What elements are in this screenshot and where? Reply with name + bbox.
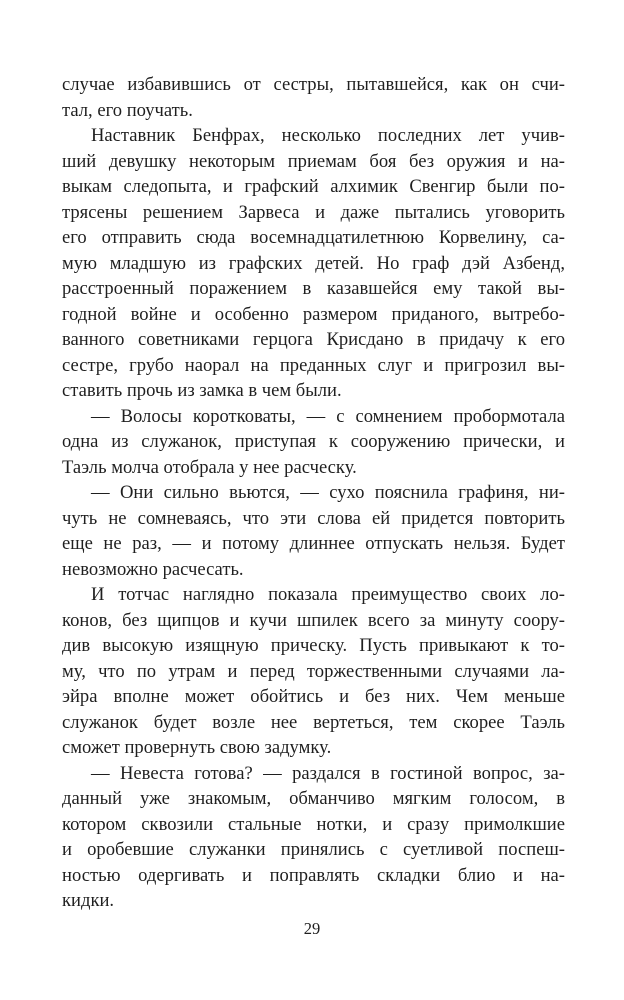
paragraph: [62, 480, 565, 582]
text-line: ший девушку некоторым приемам боя без оружия и на-: [62, 150, 565, 172]
text-line: сможет провернуть свою задумку.: [62, 737, 332, 758]
text-line: выкам следопыта, и графский алхимик Свенгир были по-: [62, 176, 565, 197]
text-line: кидки.: [62, 890, 115, 911]
text-line: одна из служанок, приступая к сооружению прически, и: [62, 431, 565, 452]
text-line: тал, его поучать.: [62, 99, 193, 121]
text-line: его отправить сюда восемнадцатилетнюю Корвелину, са-: [62, 227, 565, 248]
text-line: ностью одергивать и поправлять складки блио и на-: [62, 864, 565, 886]
paragraph: [62, 582, 565, 761]
text-line: чуть не сомневаясь, что эти слова ей придется повторить: [62, 507, 565, 529]
text-line: Таэль молча отобрала у нее расческу.: [62, 456, 357, 478]
text-line: конов, без щипцов и кучи шпилек всего за минуту соору-: [62, 609, 565, 631]
text-line: трясены решением Зарвеса и даже пытались уговорить: [62, 201, 565, 223]
page-number: 29: [303, 919, 321, 938]
text-line: данный уже знакомым, обманчиво мягким голосом, в: [62, 788, 565, 809]
text-line: невозможно расчесать.: [62, 558, 244, 580]
text-line: еще не раз, — и потому длиннее отпускать нельзя. Будет: [62, 533, 565, 554]
text-line: котором сквозили стальные нотки, и сразу примолкшие: [62, 813, 565, 835]
text-line: див высокую изящную прическу. Пусть привыкают к то-: [62, 635, 565, 656]
text-line: ванного советниками герцога Крисдано в придачу к его: [62, 329, 565, 350]
text-line: эйра вполне может обойтись и без них. Чем меньше: [62, 686, 565, 707]
text-line: мую младшую из графских детей. Но граф дэй Азбенд,: [62, 252, 565, 274]
text-line: служанок будет возле нее вертеться, тем скорее Таэль: [62, 711, 565, 733]
text-line: И тотчас наглядно показала преимущество своих ло-: [91, 584, 565, 605]
text-line: ставить прочь из замка в чем были.: [62, 380, 342, 401]
text-line: случае избавившись от сестры, пытавшейся, как он счи-: [62, 74, 565, 95]
text-line: — Невеста готова? — раздался в гостиной вопрос, за-: [91, 762, 565, 784]
text-line: Наставник Бенфрах, несколько последних лет учив-: [91, 125, 565, 146]
text-line: и оробевшие служанки принялись с суетливой поспеш-: [62, 839, 565, 860]
paragraph: [62, 761, 565, 914]
text-line: годной войне и особенно размером приданого, вытребо-: [62, 303, 565, 325]
text-line: — Волосы коротковаты, — с сомнением пробормотала: [91, 405, 565, 427]
text-line: расстроенный поражением в казавшейся ему такой вы-: [62, 278, 565, 299]
text-line: му, что по утрам и перед торжественными случаями ла-: [62, 660, 565, 682]
paragraph: [62, 72, 565, 123]
paragraph: [62, 123, 565, 404]
paragraph: [62, 404, 565, 481]
text-line: — Они сильно вьются, — сухо пояснила графиня, ни-: [91, 482, 565, 503]
text-line: сестре, грубо наорал на преданных слуг и пригрозил вы-: [62, 354, 565, 376]
body-text: [62, 72, 565, 914]
